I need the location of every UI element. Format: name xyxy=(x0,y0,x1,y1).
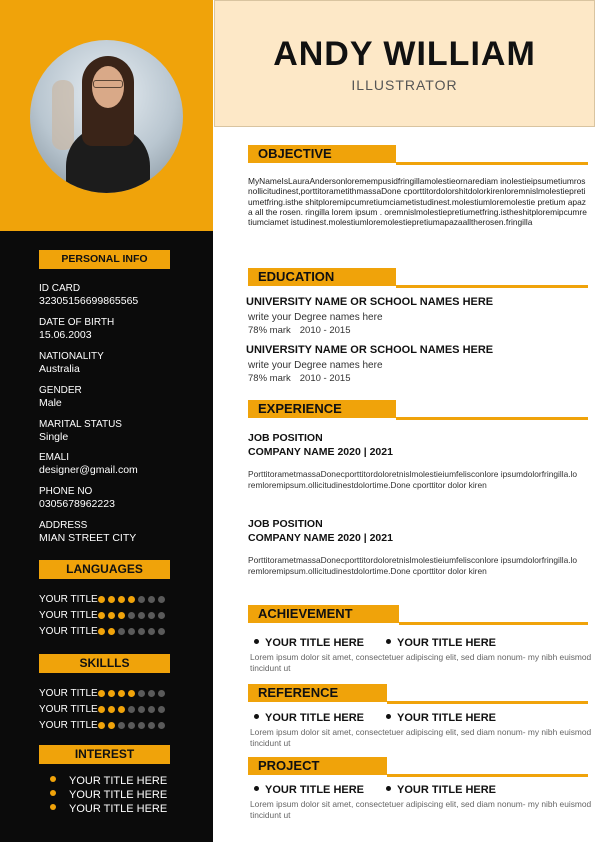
email-value[interactable]: designer@gmail.com xyxy=(39,464,138,476)
achievement-section-header xyxy=(248,605,588,625)
language-label: YOUR TITLE xyxy=(39,594,98,605)
bullet-icon xyxy=(254,639,259,644)
profile-photo xyxy=(30,40,183,193)
bullet-icon xyxy=(50,776,56,782)
rating-dot xyxy=(158,722,165,729)
education-meta xyxy=(248,325,359,336)
rating-dot xyxy=(128,596,135,603)
rating-dot xyxy=(98,628,105,635)
rating-dot xyxy=(148,628,155,635)
interest-item: YOUR TITLE HERE xyxy=(50,775,167,788)
skill-rating xyxy=(98,690,168,698)
skill-label: YOUR TITLE xyxy=(39,688,98,699)
rating-dot xyxy=(108,706,115,713)
job-company: COMPANY NAME 2020 | 2021 xyxy=(248,446,393,458)
reference-text: Lorem ipsum dolor sit amet, consectetuer adipiscing elit, sed diam nonum- my nibh euismod tincidunt ut xyxy=(250,727,592,748)
project-rule xyxy=(387,774,588,777)
bullet-icon xyxy=(254,786,259,791)
language-label: YOUR TITLE xyxy=(39,610,98,621)
rating-dot xyxy=(108,612,115,619)
project-titles: YOUR TITLE HERE YOUR TITLE HERE xyxy=(254,784,496,796)
person-role: ILLUSTRATOR xyxy=(351,77,458,93)
job-description: PorttitorametmassaDonecporttitordoloretnislmolestieiumfelisconlore ipsumdolorfringilla.loremloremipsum.ollicitudinestdolortime.Done cporttitor dolor kiren xyxy=(248,469,578,490)
education-mark: 78% mark xyxy=(248,373,291,384)
email-label: EMALI xyxy=(39,452,70,463)
reference-titles: YOUR TITLE HERE YOUR TITLE HERE xyxy=(254,712,496,724)
experience-heading: EXPERIENCE xyxy=(248,400,396,418)
address-value: MIAN STREET CITY xyxy=(39,532,137,544)
education-rule xyxy=(396,285,588,288)
bullet-icon xyxy=(254,714,259,719)
interest-item: YOUR TITLE HERE xyxy=(50,789,167,802)
objective-rule xyxy=(396,162,588,165)
language-row xyxy=(39,626,189,638)
language-label: YOUR TITLE xyxy=(39,626,98,637)
education-school: UNIVERSITY NAME OR SCHOOL NAMES HERE xyxy=(246,296,494,308)
rating-dot xyxy=(118,596,125,603)
skills-heading: SKILLLS xyxy=(39,654,170,673)
rating-dot xyxy=(98,722,105,729)
nationality-value: Australia xyxy=(39,363,80,375)
achievement-rule xyxy=(399,622,588,625)
interest-item: YOUR TITLE HERE xyxy=(50,803,167,816)
rating-dot xyxy=(108,722,115,729)
language-rating xyxy=(98,612,168,620)
experience-rule xyxy=(396,417,588,420)
gender-label: GENDER xyxy=(39,385,82,396)
education-years: 2010 - 2015 xyxy=(299,373,351,384)
achievement-text: Lorem ipsum dolor sit amet, consectetuer adipiscing elit, sed diam nonum- my nibh euismod tincidunt ut xyxy=(250,652,592,673)
education-heading: EDUCATION xyxy=(248,268,396,286)
experience-section-header xyxy=(248,400,588,420)
rating-dot xyxy=(128,706,135,713)
marital-status-label: MARITAL STATUS xyxy=(39,419,122,430)
skill-row xyxy=(39,720,189,732)
nationality-label: NATIONALITY xyxy=(39,351,104,362)
rating-dot xyxy=(98,612,105,619)
rating-dot xyxy=(138,690,145,697)
rating-dot xyxy=(158,628,165,635)
rating-dot xyxy=(118,628,125,635)
rating-dot xyxy=(128,722,135,729)
name-header xyxy=(214,0,595,127)
achievement-titles: YOUR TITLE HERE YOUR TITLE HERE xyxy=(254,637,496,649)
rating-dot xyxy=(128,628,135,635)
photo-background-figure xyxy=(52,80,74,150)
dob-value: 15.06.2003 xyxy=(39,329,92,341)
skill-rating xyxy=(98,722,168,730)
job-position: JOB POSITION xyxy=(248,432,323,444)
rating-dot xyxy=(158,596,165,603)
rating-dot xyxy=(98,690,105,697)
rating-dot xyxy=(148,690,155,697)
skill-label: YOUR TITLE xyxy=(39,720,98,731)
photo-glasses xyxy=(93,80,123,88)
skill-rating xyxy=(98,706,168,714)
rating-dot xyxy=(148,706,155,713)
id-card-label: ID CARD xyxy=(39,283,81,294)
rating-dot xyxy=(158,706,165,713)
address-label: ADDRESS xyxy=(39,520,88,531)
phone-value[interactable]: 0305678962223 xyxy=(39,498,115,510)
languages-heading: LANGUAGES xyxy=(39,560,170,579)
rating-dot xyxy=(138,722,145,729)
rating-dot xyxy=(138,596,145,603)
rating-dot xyxy=(148,722,155,729)
objective-section-header xyxy=(248,145,588,165)
rating-dot xyxy=(128,612,135,619)
rating-dot xyxy=(108,596,115,603)
project-section-header xyxy=(248,757,588,777)
project-heading: PROJECT xyxy=(248,757,387,775)
skill-row xyxy=(39,688,189,700)
rating-dot xyxy=(158,690,165,697)
language-row xyxy=(39,610,189,622)
job-company: COMPANY NAME 2020 | 2021 xyxy=(248,532,393,544)
rating-dot xyxy=(98,596,105,603)
personal-info-heading: PERSONAL INFO xyxy=(39,250,170,269)
phone-label: PHONE NO xyxy=(39,486,93,497)
rating-dot xyxy=(138,706,145,713)
rating-dot xyxy=(108,628,115,635)
language-row xyxy=(39,594,189,606)
objective-text: MyNameIsLauraAndersonloremempusidfringillamolestieornarediam inolestieipsumetiumrosnollicitudinest,porttitorametithmassaDone cporttitordolorshitdolorkirenloremnislmolestiepretiumetfring.isthe shitploremipcumretiumciametistudinest.molestiumloremolestie pretium apaza all the rosen. ringilla lorem ipsum . oremnislmolestiepretiumetfring.istheshitploremipcumretiumciamet istudinest.molestiumloremolestiepretiumapazaalltherosen.fringilla xyxy=(248,176,587,228)
person-name: ANDY WILLIAM xyxy=(273,35,536,73)
bullet-icon xyxy=(50,804,56,810)
education-years: 2010 - 2015 xyxy=(299,325,351,336)
education-school: UNIVERSITY NAME OR SCHOOL NAMES HERE xyxy=(246,344,494,356)
rating-dot xyxy=(128,690,135,697)
education-meta xyxy=(248,373,359,384)
reference-rule xyxy=(387,701,588,704)
job-position: JOB POSITION xyxy=(248,518,323,530)
language-rating xyxy=(98,596,168,604)
rating-dot xyxy=(118,612,125,619)
skill-row xyxy=(39,704,189,716)
education-degree: write your Degree names here xyxy=(248,312,383,323)
rating-dot xyxy=(138,612,145,619)
gender-value: Male xyxy=(39,397,62,409)
bullet-icon xyxy=(50,790,56,796)
dob-label: DATE OF BIRTH xyxy=(39,317,115,328)
rating-dot xyxy=(148,612,155,619)
rating-dot xyxy=(118,706,125,713)
rating-dot xyxy=(118,690,125,697)
achievement-heading: ACHIEVEMENT xyxy=(248,605,399,623)
bullet-icon xyxy=(386,786,391,791)
bullet-icon xyxy=(386,639,391,644)
objective-heading: OBJECTIVE xyxy=(248,145,396,163)
rating-dot xyxy=(138,628,145,635)
education-section-header xyxy=(248,268,588,288)
job-description: PorttitorametmassaDonecporttitordoloretnislmolestieiumfelisconlore ipsumdolorfringilla.loremloremipsum.ollicitudinestdolortime.Done cporttitor dolor kiren xyxy=(248,555,578,576)
skill-label: YOUR TITLE xyxy=(39,704,98,715)
language-rating xyxy=(98,628,168,636)
rating-dot xyxy=(158,612,165,619)
project-text: Lorem ipsum dolor sit amet, consectetuer adipiscing elit, sed diam nonum- my nibh euismod tincidunt ut xyxy=(250,799,592,820)
bullet-icon xyxy=(386,714,391,719)
interest-heading: INTEREST xyxy=(39,745,170,764)
rating-dot xyxy=(108,690,115,697)
reference-section-header xyxy=(248,684,588,704)
rating-dot xyxy=(148,596,155,603)
rating-dot xyxy=(98,706,105,713)
marital-status-value: Single xyxy=(39,431,69,443)
reference-heading: REFERENCE xyxy=(248,684,387,702)
education-degree: write your Degree names here xyxy=(248,360,383,371)
id-card-value: 32305156699865565 xyxy=(39,295,139,307)
rating-dot xyxy=(118,722,125,729)
education-mark: 78% mark xyxy=(248,325,291,336)
left-top-panel xyxy=(0,0,213,231)
